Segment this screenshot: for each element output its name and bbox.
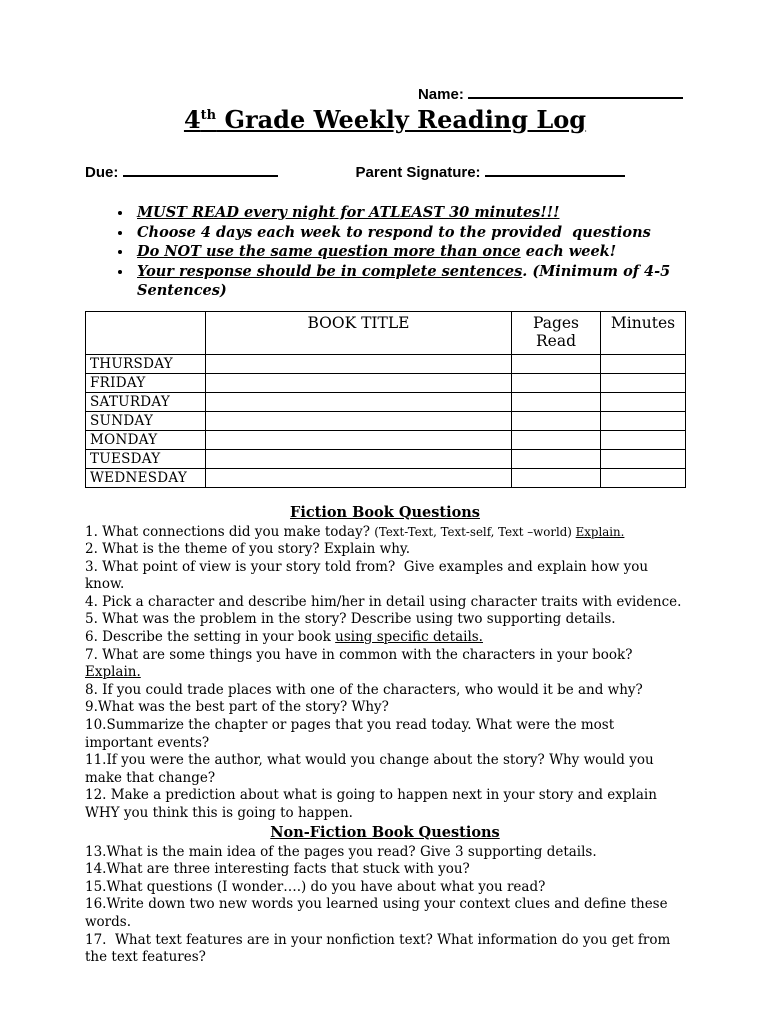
name-blank xyxy=(468,86,683,99)
minutes-cell xyxy=(601,354,686,373)
question-line xyxy=(85,752,685,787)
text-segment: 1. What connections did you make today? xyxy=(85,523,375,540)
due-label: Due: xyxy=(85,164,119,181)
question-line xyxy=(85,594,685,612)
pages-cell xyxy=(512,373,601,392)
table-row xyxy=(86,354,686,373)
minutes-cell xyxy=(601,392,686,411)
book-title-cell xyxy=(206,373,512,392)
pages-cell xyxy=(512,430,601,449)
table-row xyxy=(86,468,686,487)
question-line xyxy=(85,611,685,629)
page-title-text: 4th Grade Weekly Reading Log xyxy=(183,105,587,134)
question-line xyxy=(85,541,685,559)
text-segment: 2. What is the theme of you story? Explain why. xyxy=(85,541,411,558)
day-cell: SUNDAY xyxy=(86,411,206,430)
text-segment: 17. What text features are in your nonfiction text? What information do you get from the text features? xyxy=(85,931,675,966)
text-segment: Your response should be in complete sentences xyxy=(137,262,523,280)
day-header-cell xyxy=(86,311,206,354)
parent-signature-group xyxy=(356,164,625,181)
question-line xyxy=(85,699,685,717)
pages-cell xyxy=(512,411,601,430)
due-blank xyxy=(123,164,278,177)
day-cell: FRIDAY xyxy=(86,373,206,392)
rule-item xyxy=(133,203,685,223)
day-cell: THURSDAY xyxy=(86,354,206,373)
text-segment: 3. What point of view is your story told from? Give examples and explain how you know. xyxy=(85,558,653,593)
question-line xyxy=(85,559,685,594)
table-header-row xyxy=(86,311,686,354)
question-line xyxy=(85,717,685,752)
day-cell: TUESDAY xyxy=(86,449,206,468)
text-segment: 5. What was the problem in the story? Describe using two supporting details. xyxy=(85,611,616,628)
table-row xyxy=(86,373,686,392)
name-line xyxy=(85,86,685,103)
text-segment: 6. Describe the setting in your book xyxy=(85,629,336,646)
day-cell: WEDNESDAY xyxy=(86,468,206,487)
nonfiction-questions xyxy=(85,844,685,967)
minutes-cell xyxy=(601,449,686,468)
name-label: Name: xyxy=(417,86,464,103)
table-row xyxy=(86,392,686,411)
question-line xyxy=(85,896,685,931)
book-title-header: BOOK TITLE xyxy=(206,311,512,354)
minutes-cell xyxy=(601,373,686,392)
question-line xyxy=(85,629,685,647)
table-row xyxy=(86,430,686,449)
text-segment: . (Minimum of 4-5 Sentences) xyxy=(137,262,676,299)
due-row xyxy=(85,164,685,181)
pages-cell xyxy=(512,468,601,487)
text-segment: 16.Write down two new words you learned using your context clues and define these words. xyxy=(85,896,672,930)
text-segment: Choose 4 days each week to respond to the provided questions xyxy=(137,223,651,241)
table-row xyxy=(86,449,686,468)
fiction-questions xyxy=(85,524,685,823)
rules-list xyxy=(85,203,685,301)
question-line xyxy=(85,682,685,700)
nonfiction-heading: Non-Fiction Book Questions xyxy=(270,823,500,841)
text-segment: 8. If you could trade places with one of the characters, who would it be and why? xyxy=(85,681,643,698)
minutes-header: Minutes xyxy=(601,311,686,354)
rule-item xyxy=(133,223,685,243)
text-segment: Explain. xyxy=(85,664,141,681)
log-table-body xyxy=(86,354,686,487)
day-cell: MONDAY xyxy=(86,430,206,449)
minutes-cell xyxy=(601,468,686,487)
rule-item xyxy=(133,262,685,301)
book-title-cell xyxy=(206,430,512,449)
question-line xyxy=(85,647,685,682)
question-line xyxy=(85,932,685,967)
text-segment: each week! xyxy=(520,243,617,260)
text-segment: (Text-Text, Text-self, Text –world) xyxy=(374,524,576,539)
book-title-cell xyxy=(206,449,512,468)
day-cell: SATURDAY xyxy=(86,392,206,411)
text-segment: Explain. xyxy=(575,524,625,539)
text-segment: using specific details. xyxy=(335,629,483,646)
text-segment: 11.If you were the author, what would you change about the story? Why would you make that change? xyxy=(85,752,658,786)
text-segment: 14.What are three interesting facts that stuck with you? xyxy=(85,861,470,878)
pages-cell xyxy=(512,449,601,468)
rule-item xyxy=(133,242,685,262)
text-segment: 7. What are some things you have in common with the characters in your book? xyxy=(85,646,637,663)
pages-cell xyxy=(512,392,601,411)
text-segment: Do NOT use the same question more than once xyxy=(137,243,521,260)
text-segment: MUST READ every night for ATLEAST 30 minutes!!! xyxy=(137,204,560,221)
fiction-heading: Fiction Book Questions xyxy=(290,503,480,521)
question-line xyxy=(85,787,685,822)
text-segment: 15.What questions (I wonder….) do you have about what you read? xyxy=(85,878,546,895)
book-title-cell xyxy=(206,392,512,411)
text-segment: 12. Make a prediction about what is going to happen next in your story and explain WHY you think this is going to happen. xyxy=(85,787,662,821)
reading-log-table xyxy=(85,311,686,488)
text-segment: 10.Summarize the chapter or pages that you read today. What were the most important events? xyxy=(85,717,619,751)
question-line xyxy=(85,844,685,862)
book-title-cell xyxy=(206,411,512,430)
text-segment: 13.What is the main idea of the pages you read? Give 3 supporting details. xyxy=(85,843,597,860)
due-group xyxy=(85,164,278,181)
parent-signature-blank xyxy=(485,164,625,177)
pages-read-header: Pages Read xyxy=(512,311,601,354)
book-title-cell xyxy=(206,468,512,487)
minutes-cell xyxy=(601,411,686,430)
parent-signature-label: Parent Signature: xyxy=(355,164,481,181)
text-segment: 9.What was the best part of the story? Why? xyxy=(85,699,389,716)
text-segment: 4. Pick a character and describe him/her in detail using character traits with evidence. xyxy=(85,593,682,610)
table-row xyxy=(86,411,686,430)
book-title-cell xyxy=(206,354,512,373)
pages-cell xyxy=(512,354,601,373)
minutes-cell xyxy=(601,430,686,449)
page-title xyxy=(85,105,685,134)
question-line xyxy=(85,524,685,542)
question-line xyxy=(85,879,685,897)
question-line xyxy=(85,861,685,879)
